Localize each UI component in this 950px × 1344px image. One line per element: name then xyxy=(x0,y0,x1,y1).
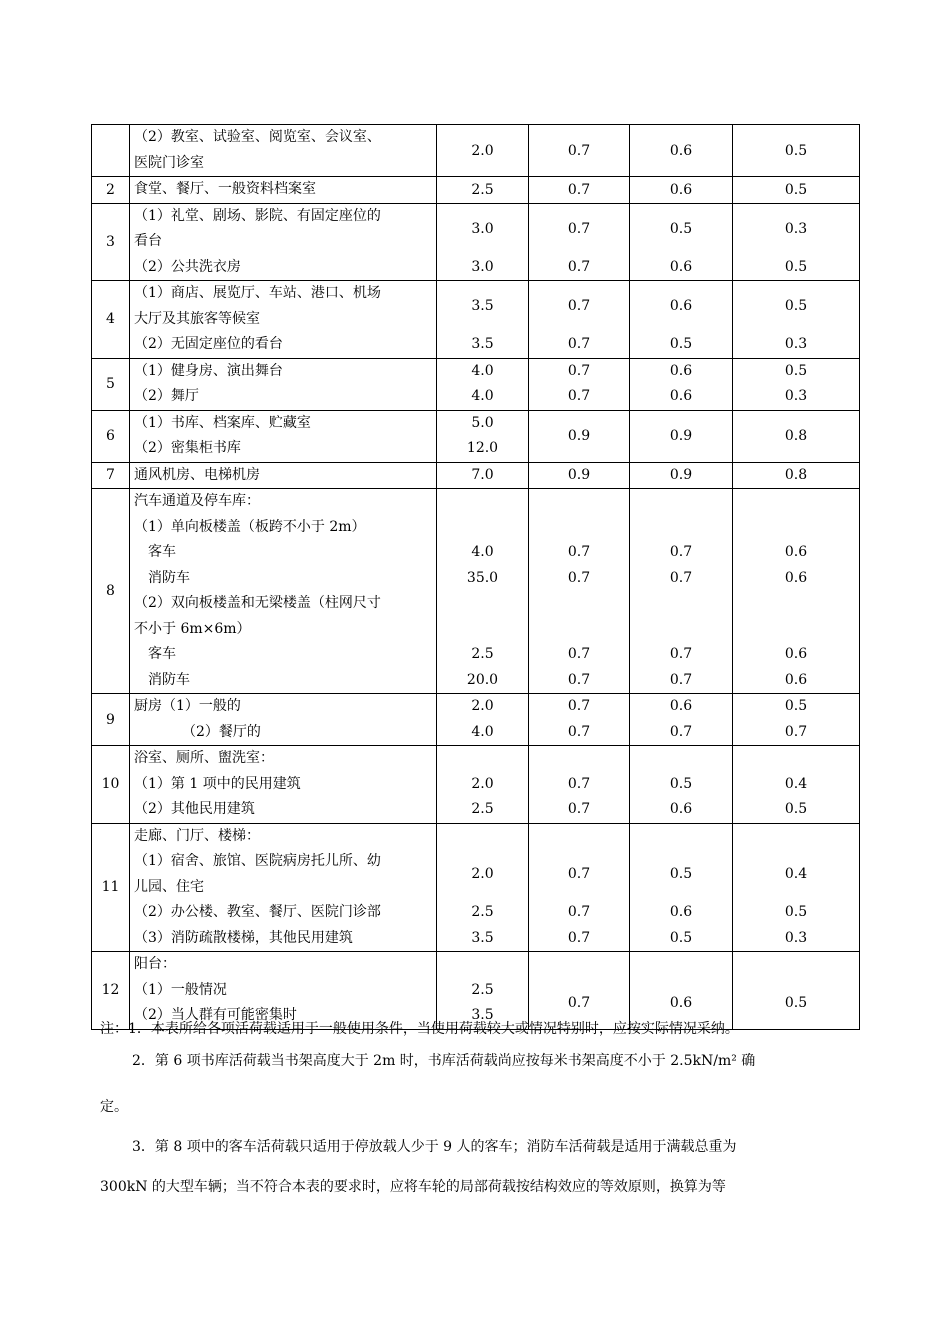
value xyxy=(630,591,732,617)
value: 0.5 xyxy=(784,994,808,1011)
live-load-table xyxy=(91,124,860,1030)
description-line: （1）书库、档案库、贮藏室 xyxy=(134,414,311,431)
load-value-cell xyxy=(437,489,529,694)
item-number-cell xyxy=(92,746,130,824)
value: 0.6 xyxy=(669,181,693,198)
value xyxy=(733,591,859,617)
description-line: 汽车通道及停车库： xyxy=(134,493,260,509)
note-1: 注：1．本表所给各项活荷载适用于一般使用条件，当使用荷载较大或情况特别时，应按实际情况采纳。 xyxy=(100,1021,739,1037)
value: 0.7 xyxy=(567,671,591,688)
category-description-cell xyxy=(130,203,437,281)
description-line: （2）双向板楼盖和无梁楼盖（柱网尺寸 xyxy=(134,595,381,611)
value: 0.7 xyxy=(567,775,591,792)
combination-coef-cell xyxy=(529,410,630,462)
item-number: 9 xyxy=(106,711,115,728)
value: 7.0 xyxy=(471,467,494,484)
value: 2.0 xyxy=(471,698,494,714)
value xyxy=(529,746,629,772)
description-line: 儿园、住宅 xyxy=(134,878,204,895)
description-line: 厨房（1）一般的 xyxy=(134,698,241,714)
quasi-permanent-coef-cell xyxy=(733,281,860,359)
quasi-permanent-coef-cell xyxy=(733,177,860,204)
value: 0.3 xyxy=(784,388,808,404)
quasi-permanent-coef-cell xyxy=(733,694,860,746)
value: 0.6 xyxy=(669,258,693,275)
item-number: 12 xyxy=(101,982,120,999)
value: 2.0 xyxy=(471,142,494,159)
value: 0.8 xyxy=(784,467,808,484)
category-description-cell xyxy=(130,358,437,410)
description-line: （2）办公楼、教室、餐厅、医院门诊部 xyxy=(134,904,381,920)
value xyxy=(437,952,528,978)
quasi-permanent-coef-cell xyxy=(733,952,860,1030)
item-number: 6 xyxy=(106,428,115,444)
load-value-cell xyxy=(437,823,529,952)
table-body xyxy=(92,125,860,1030)
value: 0.7 xyxy=(567,142,591,159)
value: 0.5 xyxy=(669,866,693,882)
description-line: （1）商店、展览厅、车站、港口、机场 xyxy=(134,285,381,301)
value: 0.4 xyxy=(784,775,808,792)
item-number-cell xyxy=(92,177,130,204)
frequent-coef-cell xyxy=(630,694,733,746)
load-value-cell xyxy=(437,177,529,204)
value: 0.6 xyxy=(784,569,808,586)
value xyxy=(733,489,859,515)
description-line: （1）第 1 项中的民用建筑 xyxy=(134,775,301,792)
value: 0.7 xyxy=(784,723,808,740)
frequent-coef-cell xyxy=(630,358,733,410)
value: 0.6 xyxy=(669,904,693,920)
load-value-cell xyxy=(437,203,529,281)
description-line: （2）舞厅 xyxy=(134,388,199,404)
description-line: （2）餐厅的 xyxy=(182,723,261,740)
value: 2.5 xyxy=(471,181,494,198)
item-number-cell xyxy=(92,489,130,694)
value: 0.9 xyxy=(669,467,693,484)
quasi-permanent-coef-cell xyxy=(733,203,860,281)
value: 0.5 xyxy=(784,142,808,159)
description-line: （1）宿舍、旅馆、医院病房托儿所、幼 xyxy=(134,853,381,869)
item-number: 11 xyxy=(101,879,120,896)
category-description-cell xyxy=(130,125,437,177)
combination-coef-cell xyxy=(529,746,630,824)
table-row xyxy=(92,489,860,694)
value: 0.5 xyxy=(784,698,808,714)
value xyxy=(630,824,732,850)
value xyxy=(630,746,732,772)
value: 0.9 xyxy=(567,467,591,484)
value: 0.7 xyxy=(567,362,591,379)
combination-coef-cell xyxy=(529,358,630,410)
item-number-cell xyxy=(92,281,130,359)
description-line: 通风机房、电梯机房 xyxy=(134,466,260,483)
item-number: 3 xyxy=(106,233,115,250)
value: 0.6 xyxy=(784,671,808,688)
value: 0.9 xyxy=(669,428,693,444)
value: 0.7 xyxy=(567,569,591,586)
value: 0.7 xyxy=(567,258,591,275)
value xyxy=(437,489,528,515)
value: 0.6 xyxy=(669,142,693,159)
value xyxy=(630,515,732,541)
value: 0.5 xyxy=(669,929,693,946)
value: 0.7 xyxy=(567,904,591,920)
item-number: 5 xyxy=(106,376,115,392)
frequent-coef-cell xyxy=(630,462,733,489)
category-description-cell xyxy=(130,281,437,359)
combination-coef-cell xyxy=(529,177,630,204)
value: 4.0 xyxy=(471,388,494,404)
item-number: 2 xyxy=(106,181,115,198)
table-row xyxy=(92,177,860,204)
category-description-cell xyxy=(130,410,437,462)
value xyxy=(437,591,528,617)
value: 0.5 xyxy=(669,775,693,792)
combination-coef-cell xyxy=(529,125,630,177)
load-value-cell xyxy=(437,358,529,410)
value: 0.7 xyxy=(669,723,693,740)
value xyxy=(437,617,528,643)
description-line: （2）教室、试验室、阅览室、会议室、 xyxy=(134,129,381,145)
value: 3.5 xyxy=(471,298,494,314)
table-row xyxy=(92,823,860,952)
description-line: （1）一般情况 xyxy=(134,981,227,998)
description-line: 不小于 6m×6m） xyxy=(134,620,251,637)
frequent-coef-cell xyxy=(630,746,733,824)
description-line: （1）健身房、演出舞台 xyxy=(134,362,283,379)
value: 0.7 xyxy=(567,336,591,352)
value: 3.5 xyxy=(471,929,494,946)
combination-coef-cell xyxy=(529,489,630,694)
value xyxy=(529,824,629,850)
value: 0.5 xyxy=(784,181,808,198)
value xyxy=(733,515,859,541)
description-line: 看台 xyxy=(134,233,162,249)
quasi-permanent-coef-cell xyxy=(733,462,860,489)
category-description-cell xyxy=(130,462,437,489)
value: 0.6 xyxy=(669,801,693,817)
frequent-coef-cell xyxy=(630,125,733,177)
frequent-coef-cell xyxy=(630,489,733,694)
description-line: （2）其他民用建筑 xyxy=(134,801,255,817)
item-number-cell xyxy=(92,694,130,746)
value: 0.7 xyxy=(567,698,591,714)
description-line: 医院门诊室 xyxy=(134,154,204,171)
table-row xyxy=(92,746,860,824)
value: 0.7 xyxy=(567,544,591,560)
load-value-cell xyxy=(437,281,529,359)
value: 0.7 xyxy=(567,929,591,946)
table-row xyxy=(92,125,860,177)
value: 0.3 xyxy=(784,929,808,946)
item-number-cell xyxy=(92,358,130,410)
description-line: （2）公共洗衣房 xyxy=(134,258,241,275)
value: 4.0 xyxy=(471,362,494,379)
load-value-cell xyxy=(437,462,529,489)
item-number: 10 xyxy=(101,776,120,793)
value xyxy=(630,489,732,515)
value: 0.7 xyxy=(567,801,591,817)
description-line: （2）无固定座位的看台 xyxy=(134,336,283,352)
value: 0.3 xyxy=(784,220,808,237)
table-row xyxy=(92,203,860,281)
frequent-coef-cell xyxy=(630,281,733,359)
value: 2.5 xyxy=(471,646,494,662)
value: 0.6 xyxy=(784,544,808,560)
value: 0.5 xyxy=(669,336,693,352)
description-line: （1）礼堂、剧场、影院、有固定座位的 xyxy=(134,207,381,224)
item-number-cell xyxy=(92,823,130,952)
value: 2.0 xyxy=(471,775,494,792)
item-number-cell xyxy=(92,462,130,489)
frequent-coef-cell xyxy=(630,823,733,952)
load-value-cell xyxy=(437,410,529,462)
value: 2.0 xyxy=(471,866,494,882)
value xyxy=(733,824,859,850)
value: 3.0 xyxy=(471,220,494,237)
value: 0.7 xyxy=(567,646,591,662)
value: 0.7 xyxy=(669,569,693,586)
value: 2.5 xyxy=(471,801,494,817)
description-line: 走廊、门厅、楼梯： xyxy=(134,827,260,844)
value: 0.5 xyxy=(784,362,808,379)
table-row xyxy=(92,358,860,410)
quasi-permanent-coef-cell xyxy=(733,125,860,177)
value: 0.7 xyxy=(567,723,591,740)
quasi-permanent-coef-cell xyxy=(733,410,860,462)
note-3-continued: 300kN 的大型车辆；当不符合本表的要求时，应将车轮的局部荷载按结构效应的等效原则，换算为等 xyxy=(100,1179,726,1195)
combination-coef-cell xyxy=(529,694,630,746)
value: 0.7 xyxy=(669,671,693,688)
load-value-cell xyxy=(437,694,529,746)
item-number: 7 xyxy=(106,467,115,484)
description-line: 客车 xyxy=(148,646,176,662)
value: 4.0 xyxy=(471,544,494,560)
description-line: （2）密集柜书库 xyxy=(134,440,241,456)
value: 0.7 xyxy=(669,646,693,662)
item-number: 8 xyxy=(106,583,115,599)
category-description-cell xyxy=(130,746,437,824)
value: 3.5 xyxy=(471,1007,494,1023)
table-row xyxy=(92,281,860,359)
description-line: 浴室、厕所、盥洗室： xyxy=(134,750,274,766)
description-line: （3）消防疏散楼梯，其他民用建筑 xyxy=(134,929,353,946)
description-line: （2）当人群有可能密集时 xyxy=(134,1007,297,1023)
description-line: （1）单向板楼盖（板跨不小于 2m） xyxy=(134,518,366,535)
item-number-cell xyxy=(92,125,130,177)
combination-coef-cell xyxy=(529,823,630,952)
quasi-permanent-coef-cell xyxy=(733,489,860,694)
load-value-cell xyxy=(437,746,529,824)
value: 0.7 xyxy=(567,220,591,237)
value: 0.7 xyxy=(567,994,591,1011)
item-number-cell xyxy=(92,410,130,462)
value: 3.5 xyxy=(471,336,494,352)
quasi-permanent-coef-cell xyxy=(733,823,860,952)
value: 0.4 xyxy=(784,866,808,882)
value: 0.6 xyxy=(784,646,808,662)
item-number-cell xyxy=(92,203,130,281)
combination-coef-cell xyxy=(529,203,630,281)
value: 0.6 xyxy=(669,698,693,714)
combination-coef-cell xyxy=(529,462,630,489)
value: 4.0 xyxy=(471,723,494,740)
value xyxy=(733,746,859,772)
value: 0.9 xyxy=(567,428,591,444)
value: 0.7 xyxy=(567,388,591,404)
description-line: 食堂、餐厅、一般资料档案室 xyxy=(134,181,316,197)
value xyxy=(733,617,859,643)
value: 0.6 xyxy=(669,298,693,314)
table-row xyxy=(92,462,860,489)
value xyxy=(529,617,629,643)
category-description-cell xyxy=(130,489,437,694)
value: 0.5 xyxy=(784,904,808,920)
load-value-cell xyxy=(437,125,529,177)
note-2: 2．第 6 项书库活荷载当书架高度大于 2m 时，书库活荷载尚应按每米书架高度不小于 2.5kN/m² 确 xyxy=(132,1053,756,1069)
value: 0.6 xyxy=(669,362,693,379)
description-line: 消防车 xyxy=(148,671,190,688)
description-line: 大厅及其旅客等候室 xyxy=(134,310,260,327)
value: 12.0 xyxy=(466,440,499,456)
description-line: 客车 xyxy=(148,544,176,560)
value xyxy=(529,591,629,617)
value: 0.7 xyxy=(567,181,591,198)
value: 0.6 xyxy=(669,994,693,1011)
value xyxy=(529,489,629,515)
value: 0.5 xyxy=(669,220,693,237)
category-description-cell xyxy=(130,694,437,746)
value: 0.3 xyxy=(784,336,808,352)
value: 0.7 xyxy=(567,866,591,882)
value: 2.5 xyxy=(471,981,494,998)
value: 0.7 xyxy=(669,544,693,560)
value: 35.0 xyxy=(466,569,499,586)
frequent-coef-cell xyxy=(630,203,733,281)
value: 20.0 xyxy=(466,671,499,688)
value xyxy=(437,746,528,772)
item-number: 4 xyxy=(106,311,115,328)
value: 2.5 xyxy=(471,904,494,920)
note-3: 3．第 8 项中的客车活荷载只适用于停放载人少于 9 人的客车；消防车活荷载是适用于满载总重为 xyxy=(132,1139,737,1155)
quasi-permanent-coef-cell xyxy=(733,746,860,824)
category-description-cell xyxy=(130,177,437,204)
value: 0.5 xyxy=(784,258,808,275)
value: 3.0 xyxy=(471,258,494,275)
value xyxy=(437,824,528,850)
table-row xyxy=(92,694,860,746)
value: 0.5 xyxy=(784,801,808,817)
note-2-continued: 定。 xyxy=(100,1099,128,1115)
value: 0.6 xyxy=(669,388,693,404)
quasi-permanent-coef-cell xyxy=(733,358,860,410)
combination-coef-cell xyxy=(529,281,630,359)
frequent-coef-cell xyxy=(630,177,733,204)
table-row xyxy=(92,410,860,462)
value xyxy=(529,515,629,541)
value: 0.7 xyxy=(567,298,591,314)
value: 0.8 xyxy=(784,428,808,444)
value: 0.5 xyxy=(784,298,808,314)
description-line: 阳台： xyxy=(134,956,176,972)
frequent-coef-cell xyxy=(630,410,733,462)
value: 5.0 xyxy=(471,414,494,431)
value xyxy=(630,617,732,643)
category-description-cell xyxy=(130,823,437,952)
description-line: 消防车 xyxy=(148,569,190,586)
value xyxy=(437,515,528,541)
